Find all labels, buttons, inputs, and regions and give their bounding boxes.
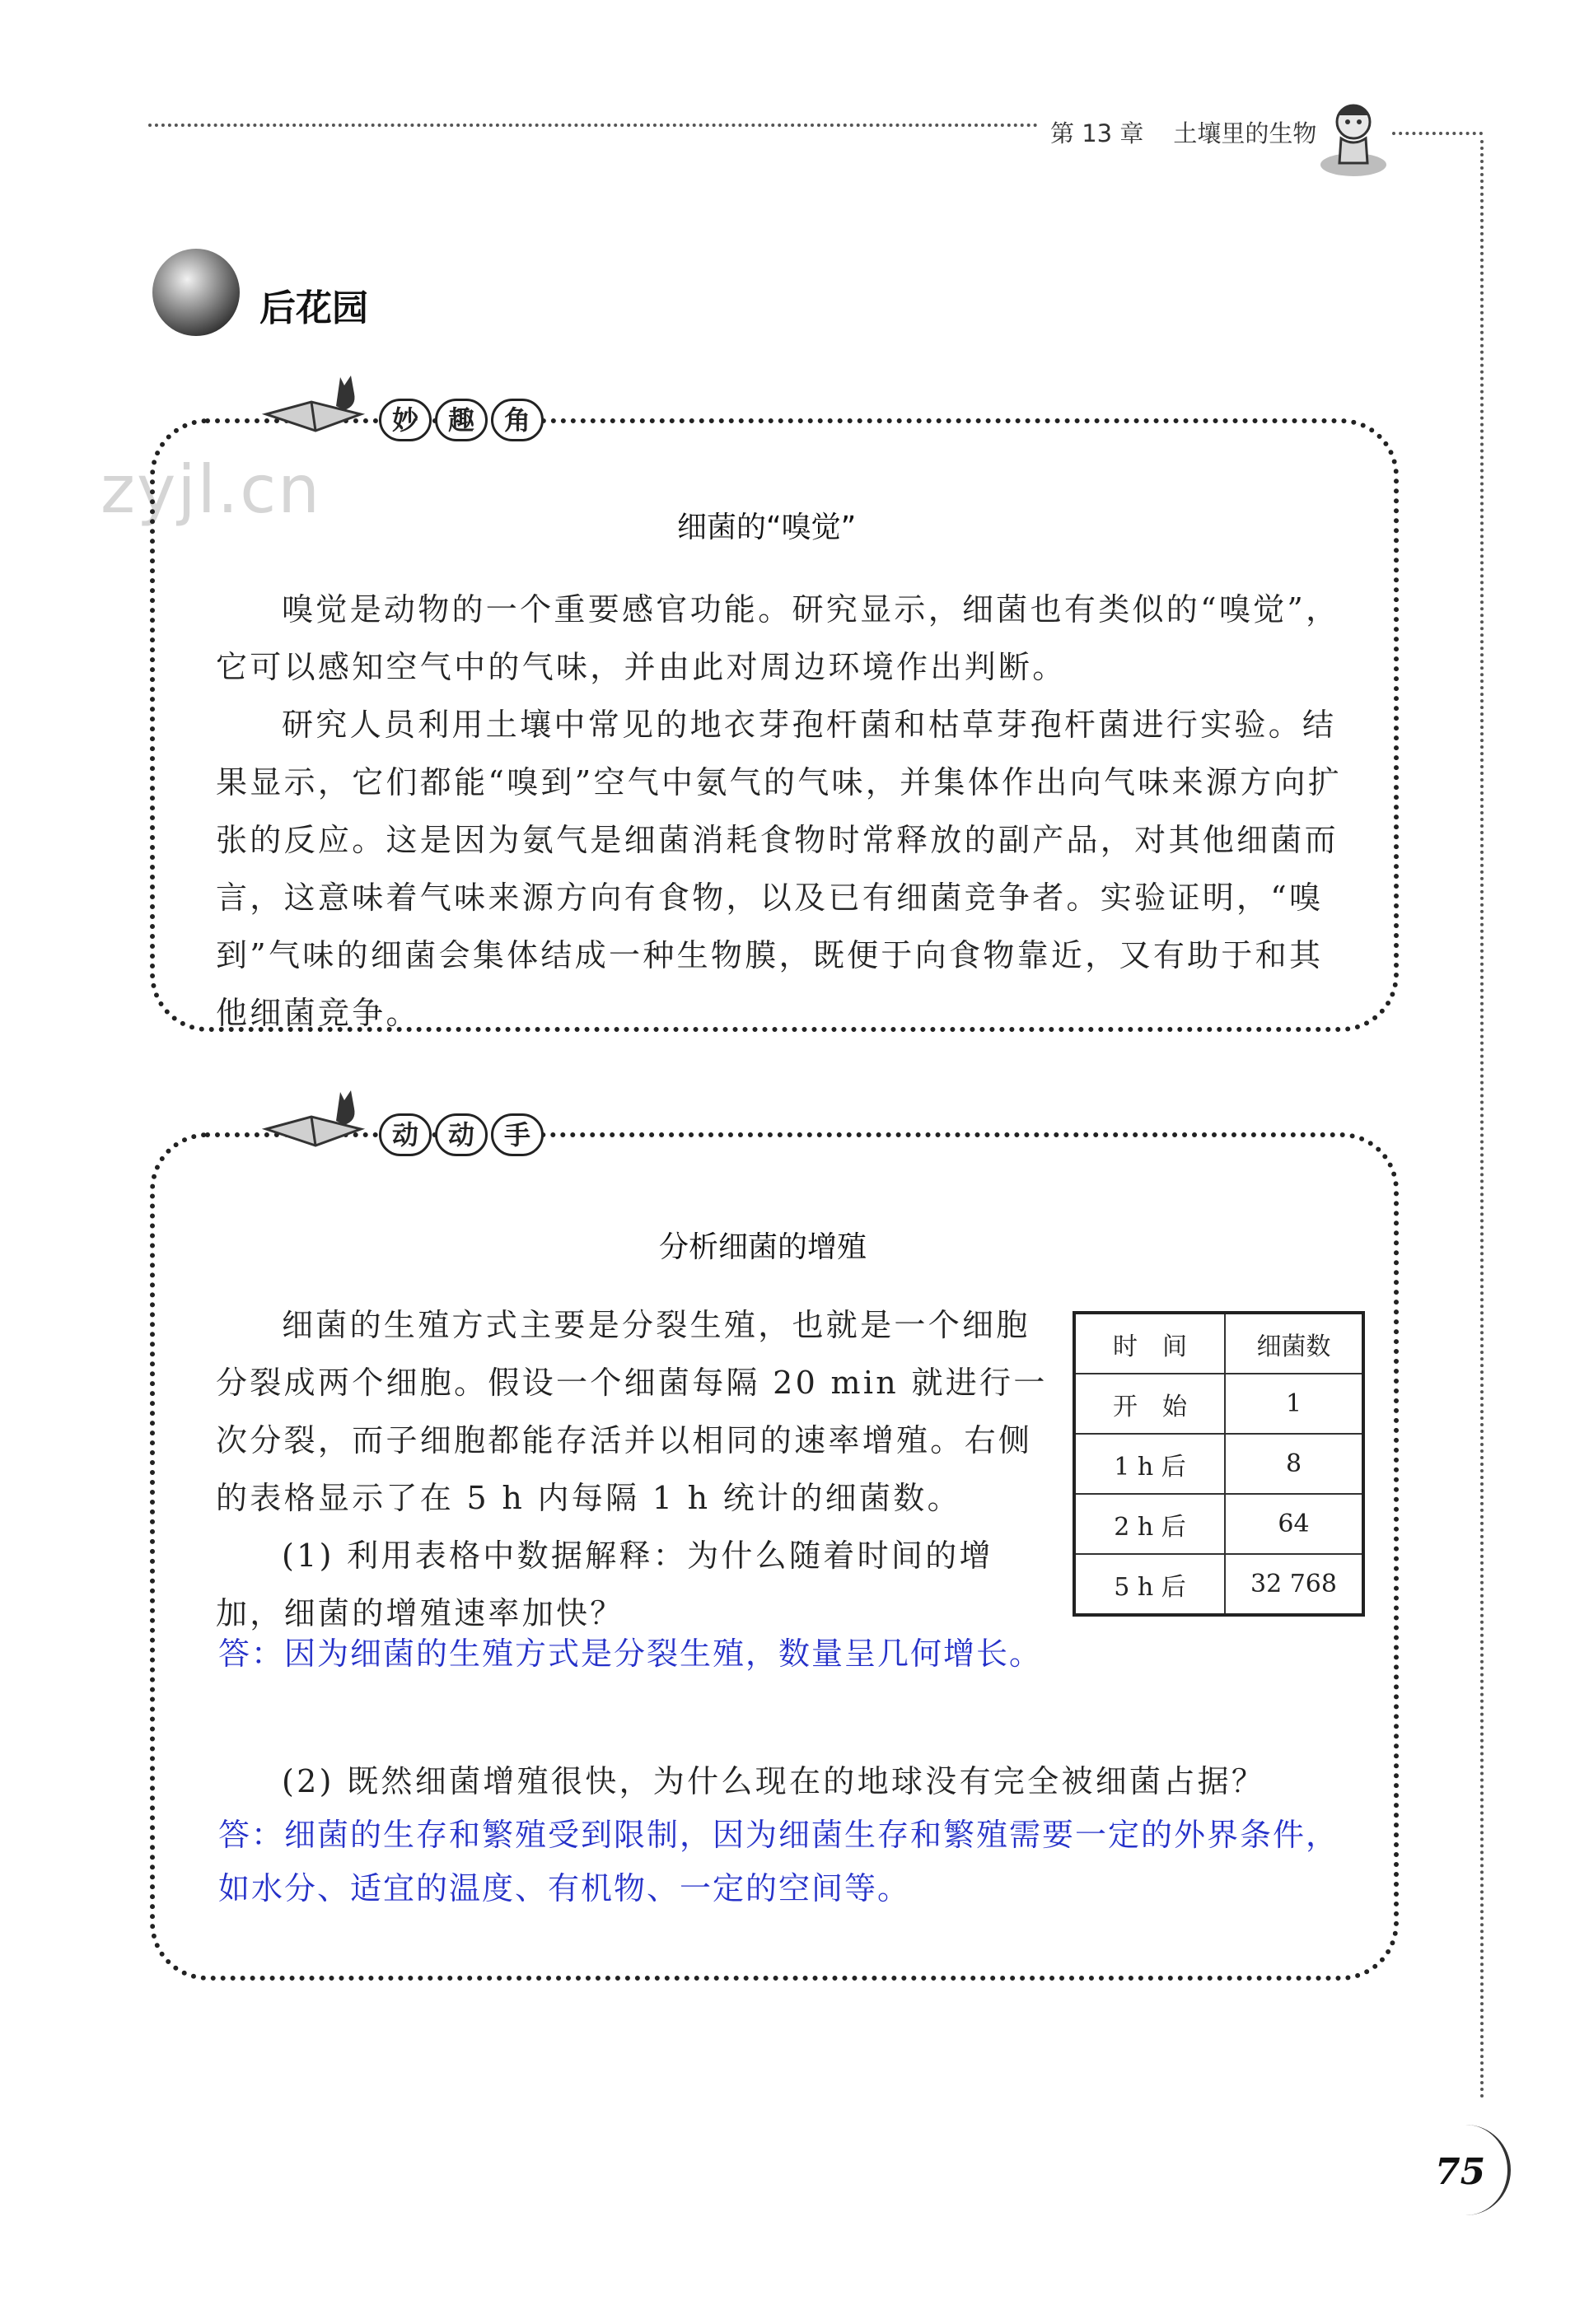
- tab-char: 妙: [379, 399, 432, 441]
- section-ball-icon: [152, 249, 240, 336]
- watermark: zyjl.cn: [100, 451, 321, 528]
- table-header-row: [1074, 1313, 1363, 1374]
- bacteria-count-table: [1073, 1311, 1365, 1617]
- table-cell: 5 h 后: [1074, 1554, 1225, 1615]
- question-1: (1) 利用表格中数据解释：为什么随着时间的增加，细菌的增殖速率加快？: [216, 1538, 993, 1631]
- book-cat-icon: [262, 1084, 369, 1154]
- fun-corner-tab: [379, 387, 568, 445]
- table-row: [1074, 1554, 1363, 1615]
- table-cell: 开 始: [1074, 1374, 1225, 1434]
- page-number: 75: [1435, 2151, 1486, 2193]
- table-row: [1074, 1494, 1363, 1554]
- hands-on-tab: [379, 1102, 568, 1160]
- running-header: [1050, 115, 1346, 149]
- article-paragraph: 研究人员利用土壤中常见的地衣芽孢杆菌和枯草芽孢杆菌进行实验。结果显示，它们都能“嗅到”空气中氨气的气味，并集体作出向气味来源方向扩张的反应。这是因为氨气是细菌消耗食物时常释放的副产品，对其他细菌而言，这意味着气味来源方向有食物，以及已有细菌竞争者。实验证明，“嗅到”气味的细菌会集体结成一种生物膜，既便于向食物靠近，又有助于和其他细菌竞争。: [216, 707, 1343, 1031]
- question-2: (2) 既然细菌增殖很快，为什么现在的地球没有完全被细菌占据？: [282, 1763, 1266, 1799]
- answer-2-line-2: 如水分、适宜的温度、有机物、一定的空间等。: [218, 1870, 911, 1906]
- book-cat-icon: [262, 369, 369, 439]
- activity-intro: 细菌的生殖方式主要是分裂生殖，也就是一个细胞分裂成两个细胞。假设一个细菌每隔 20 min 就进行一次分裂，而子细胞都能存活并以相同的速率增殖。右侧的表格显示了在 5 h 内每隔 1 h 统计的细菌数。: [216, 1307, 1048, 1516]
- header-rule-right: [1392, 132, 1483, 135]
- tab-char: 手: [491, 1113, 544, 1156]
- chapter-title: 土壤里的生物: [1173, 119, 1317, 147]
- table-cell: 32 768: [1225, 1554, 1363, 1615]
- table-cell: 1: [1225, 1374, 1363, 1434]
- article-paragraph: 嗅觉是动物的一个重要感官功能。研究显示，细菌也有类似的“嗅觉”，它可以感知空气中的气味，并由此对周边环境作出判断。: [216, 591, 1340, 685]
- table-header: 时 间: [1074, 1313, 1225, 1374]
- table-cell: 1 h 后: [1074, 1434, 1225, 1494]
- page-margin-rule: [1480, 140, 1484, 2100]
- header-rule: [148, 124, 1038, 127]
- table-cell: 64: [1225, 1494, 1363, 1554]
- section-title: 后花园: [259, 287, 368, 329]
- chapter-number: 第 13 章: [1050, 119, 1144, 147]
- tab-char: 动: [435, 1113, 488, 1156]
- answer-2-line-1: 答：细菌的生存和繁殖受到限制，因为细菌生存和繁殖需要一定的外界条件，: [218, 1817, 1339, 1853]
- article-title: 细菌的“嗅觉”: [677, 511, 857, 544]
- table-cell: 8: [1225, 1434, 1363, 1494]
- table-row: [1074, 1374, 1363, 1434]
- table-cell: 2 h 后: [1074, 1494, 1225, 1554]
- answer-1: 答：因为细菌的生殖方式是分裂生殖，数量呈几何增长。: [218, 1636, 1043, 1672]
- tab-char: 动: [379, 1113, 432, 1156]
- tab-char: 趣: [435, 399, 488, 441]
- activity-title: 分析细菌的增殖: [659, 1230, 867, 1264]
- table-row: [1074, 1434, 1363, 1494]
- table-header: 细菌数: [1225, 1313, 1363, 1374]
- mascot-icon: [1316, 97, 1390, 180]
- tab-char: 角: [491, 399, 544, 441]
